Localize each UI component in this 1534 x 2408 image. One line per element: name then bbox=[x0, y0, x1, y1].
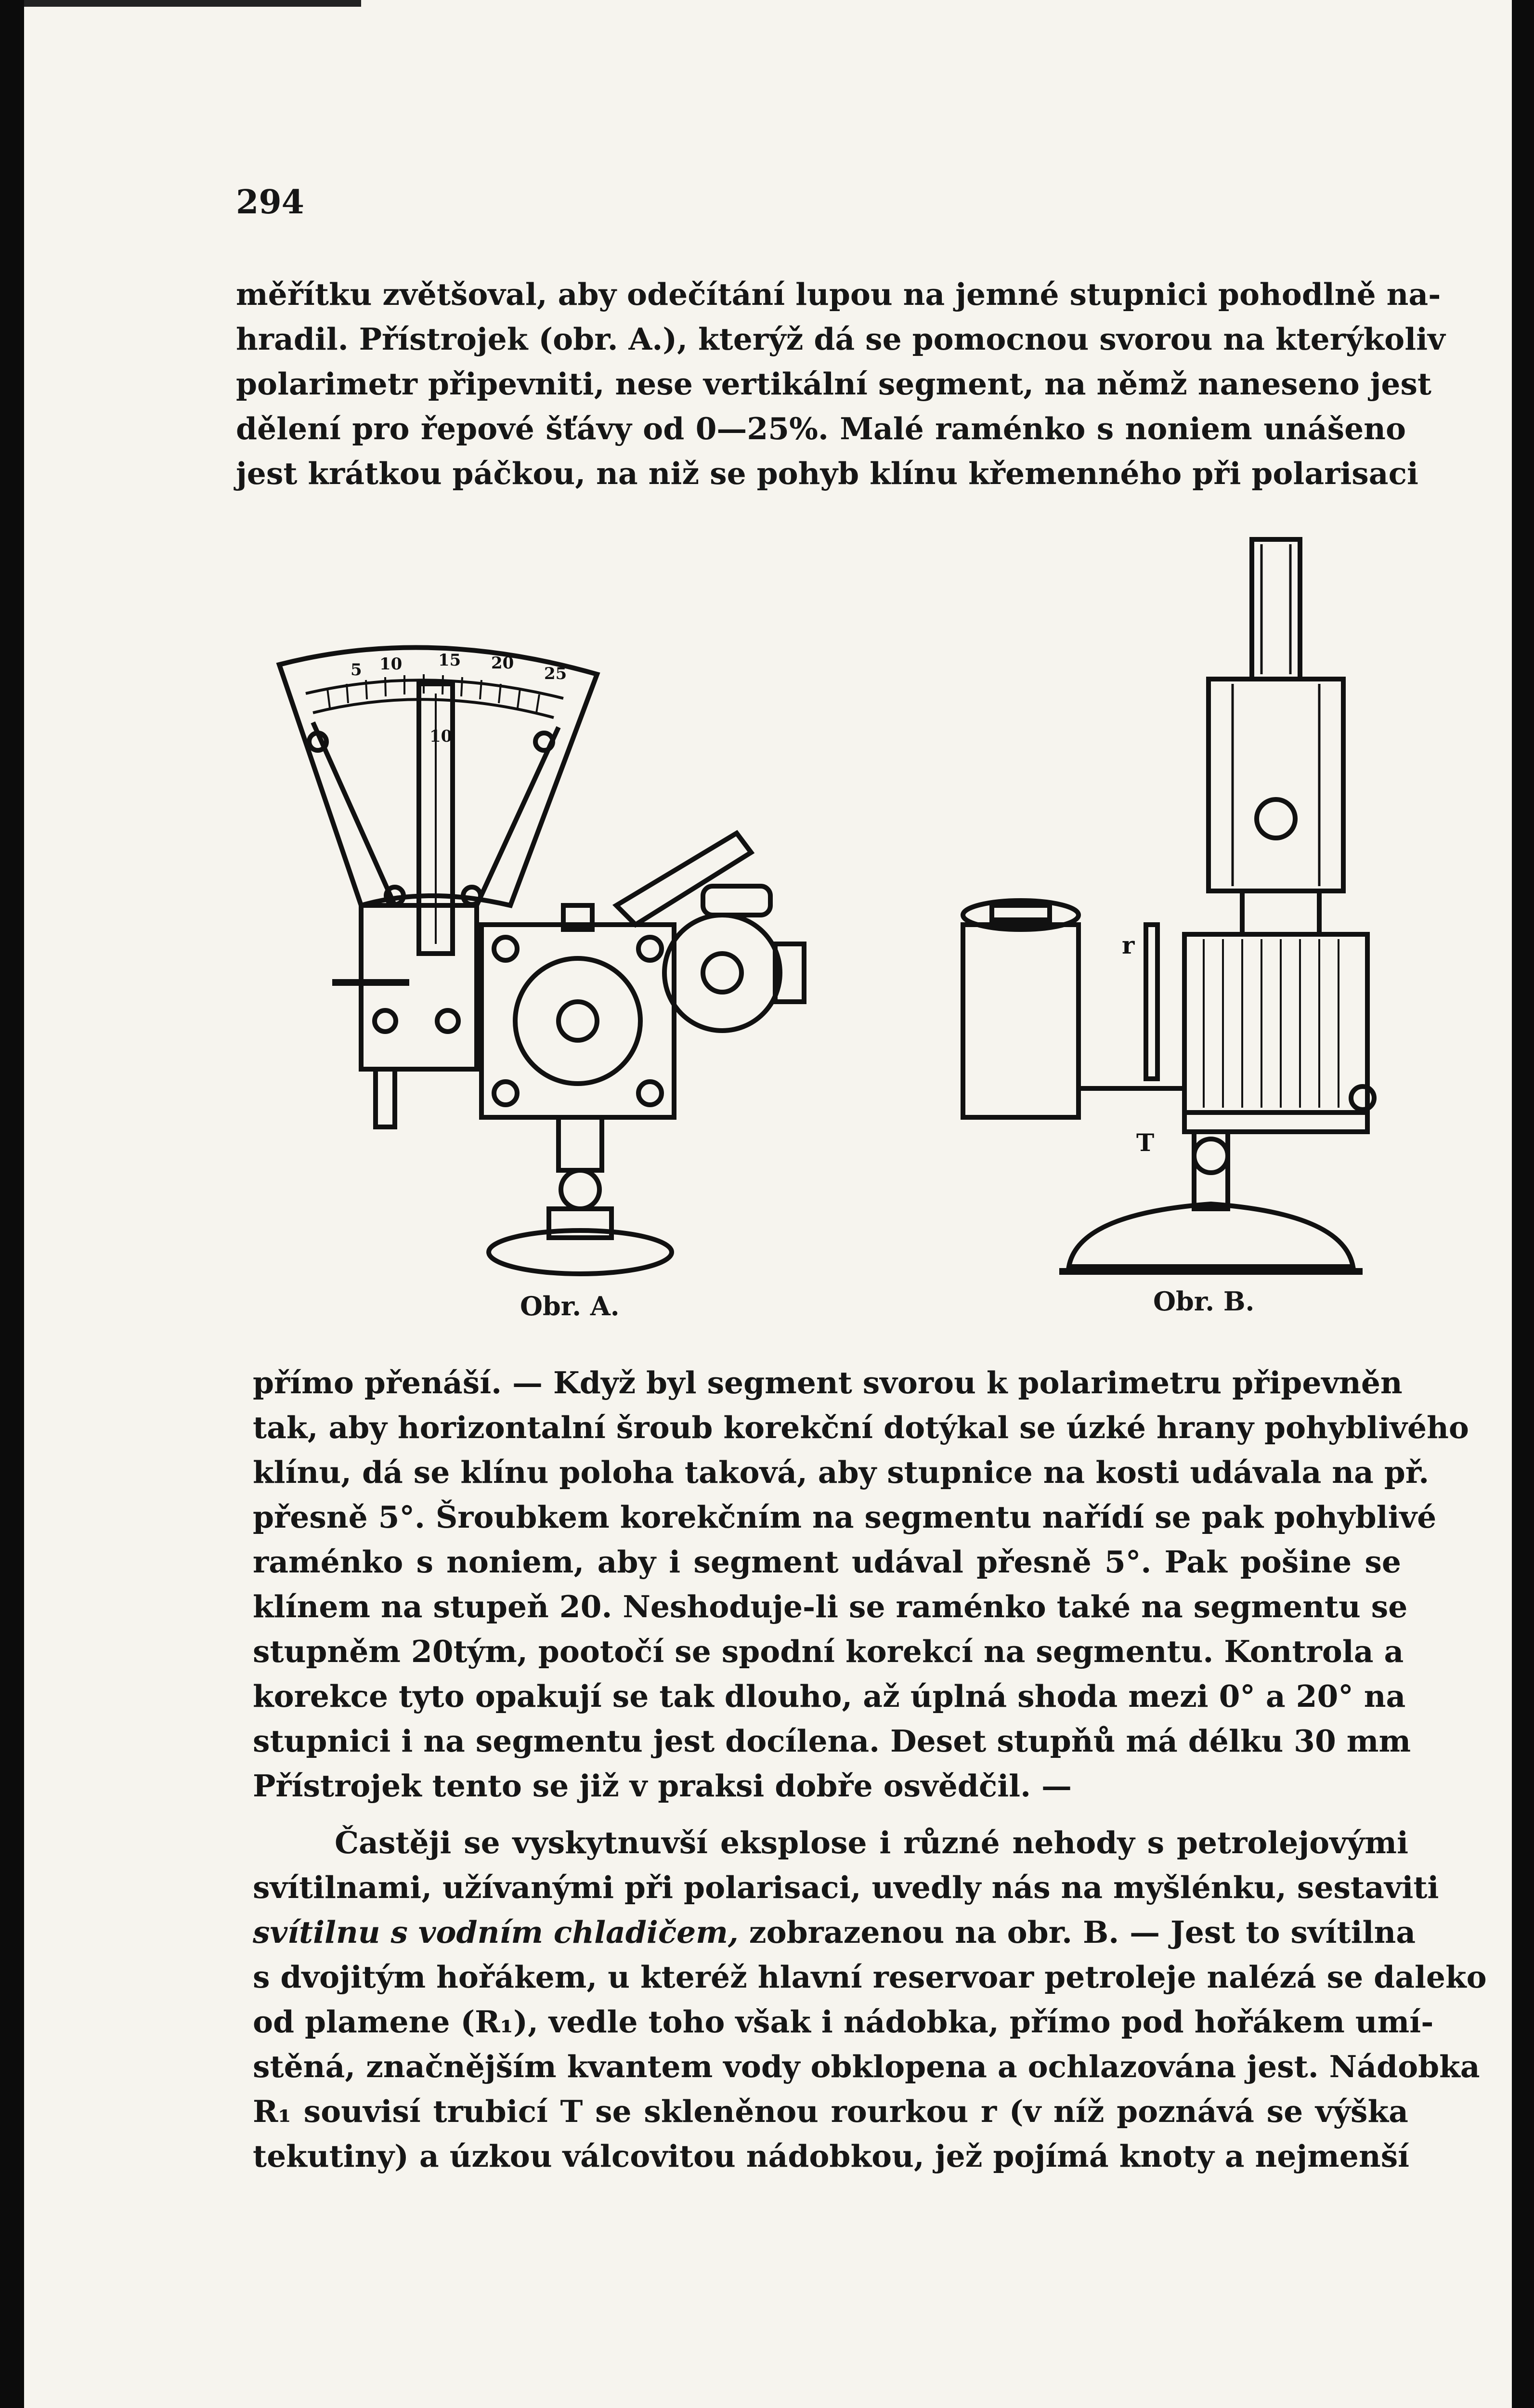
text-line: přímo přenáší. — Když byl segment svorou k polarimetru připevněn bbox=[253, 1365, 1403, 1400]
text-line: hradil. Přístrojek (obr. A.), kterýž dá se pomocnou svorou na kterýkoliv bbox=[236, 321, 1445, 357]
text-line bbox=[253, 1910, 1416, 1955]
caption-figure-b: Obr. B. bbox=[1153, 1286, 1255, 1317]
lamp-illustration bbox=[944, 530, 1401, 1281]
scale-tick-label: 20 bbox=[491, 654, 514, 673]
text-span: zobrazenou na obr. B. — Jest to svítilna bbox=[738, 1914, 1416, 1950]
text-line: R₁ souvisí trubicí T se skleněnou rourkou r (v níž poznává se výška bbox=[253, 2094, 1408, 2129]
figure-a-segment-device bbox=[250, 636, 857, 1281]
text-line: od plamene (R₁), vedle toho však i nádobka, přímo pod hořákem umí- bbox=[253, 2004, 1434, 2040]
vernier-tick-label: 10 bbox=[429, 727, 453, 746]
scale-tick-label: 5 bbox=[351, 660, 362, 680]
scan-edge-right bbox=[1512, 0, 1534, 2408]
label-T: T bbox=[1136, 1128, 1155, 1157]
scale-tick-label: 10 bbox=[379, 654, 403, 674]
text-line: Častěji se vyskytnuvší eksplose i různé nehody s petrolejovými bbox=[335, 1825, 1408, 1860]
scale-tick-label: 25 bbox=[544, 664, 567, 683]
label-r: r bbox=[1122, 931, 1135, 959]
text-line: tak, aby horizontalní šroub korekční dotýkal se úzké hrany pohyblivého bbox=[253, 1410, 1469, 1445]
text-line: dělení pro řepové šťávy od 0—25%. Malé raménko s noniem unášeno bbox=[236, 411, 1406, 446]
text-line: jest krátkou páčkou, na niž se pohyb klínu křemenného při polarisaci bbox=[236, 456, 1418, 491]
paragraph-1 bbox=[236, 272, 1445, 496]
text-line: stupněm 20tým, pootočí se spodní korekcí na segmentu. Kontrola a bbox=[253, 1634, 1404, 1669]
text-line: klínem na stupeň 20. Neshoduje-li se raménko také na segmentu se bbox=[253, 1589, 1408, 1624]
figure-b-lamp bbox=[944, 530, 1401, 1281]
text-line: přesně 5°. Šroubkem korekčním na segmentu nařídí se pak pohyblivé bbox=[253, 1499, 1437, 1535]
text-line: polarimetr připevniti, nese vertikální segment, na němž naneseno jest bbox=[236, 366, 1432, 402]
text-line: měřítku zvětšoval, aby odečítání lupou na jemné stupnici pohodlně na- bbox=[236, 276, 1441, 312]
scale-tick-label: 15 bbox=[438, 651, 461, 670]
text-line: klínu, dá se klínu poloha taková, aby stupnice na kosti udávala na př. bbox=[253, 1454, 1430, 1490]
scan-edge-left bbox=[0, 0, 24, 2408]
text-line: svítilnami, užívanými při polarisaci, uvedly nás na myšlénku, sestaviti bbox=[253, 1870, 1439, 1905]
segment-device-illustration bbox=[250, 636, 857, 1281]
paragraph-3 bbox=[253, 1820, 1487, 2179]
italic-term: svítilnu s vodním chladičem, bbox=[253, 1914, 739, 1950]
text-line: stěná, značnějším kvantem vody obklopena a ochlazována jest. Nádobka bbox=[253, 2049, 1480, 2084]
text-line: raménko s noniem, aby i segment udával přesně 5°. Pak pošine se bbox=[253, 1544, 1401, 1580]
text-line: s dvojitým hořákem, u kteréž hlavní reservoar petroleje nalézá se daleko bbox=[253, 1959, 1487, 1995]
paragraph-2 bbox=[253, 1361, 1469, 1808]
text-line: stupnici i na segmentu jest docílena. Deset stupňů má délku 30 mm bbox=[253, 1723, 1411, 1759]
page-number: 294 bbox=[236, 183, 304, 222]
text-line: korekce tyto opakují se tak dlouho, až úplná shoda mezi 0° a 20° na bbox=[253, 1678, 1406, 1714]
caption-figure-a: Obr. A. bbox=[520, 1291, 620, 1322]
text-line: tekutiny) a úzkou válcovitou nádobkou, jež pojímá knoty a nejmenší bbox=[253, 2138, 1410, 2174]
scan-edge-top bbox=[24, 0, 361, 7]
text-line: Přístrojek tento se již v praksi dobře osvědčil. — bbox=[253, 1768, 1072, 1804]
